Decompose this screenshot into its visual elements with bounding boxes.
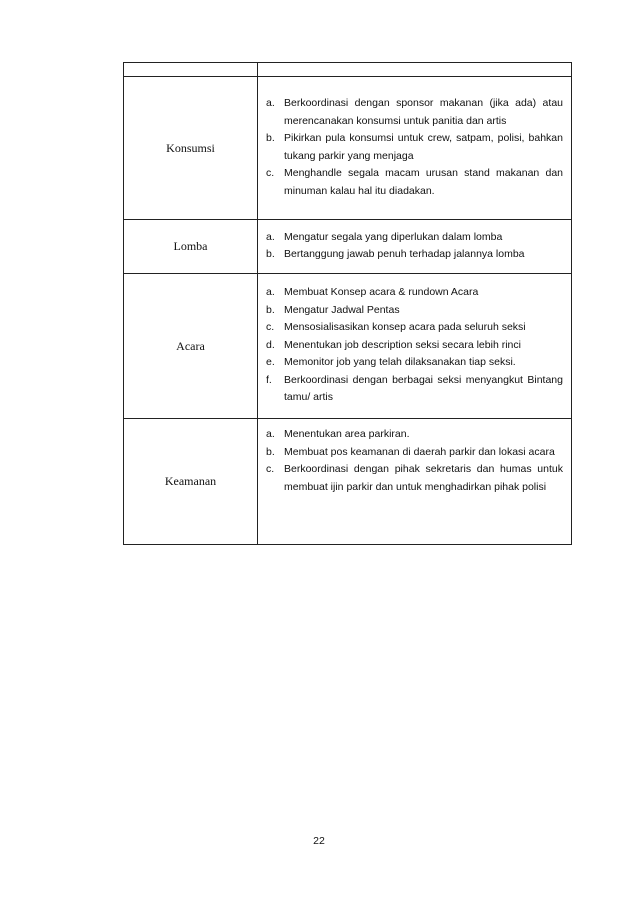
duty-text: Berkoordinasi dengan berbagai seksi menyangkut Bintang tamu/ artis bbox=[284, 373, 563, 404]
duty-text: Menentukan area parkiran. bbox=[284, 428, 410, 440]
duty-text: Mensosialisasikan konsep acara pada seluruh seksi bbox=[284, 321, 526, 334]
role-duties bbox=[258, 274, 572, 419]
table-row-acara bbox=[124, 274, 572, 419]
duty-item bbox=[266, 319, 563, 337]
duty-text: Bertanggung jawab penuh terhadap jalannya lomba bbox=[284, 248, 525, 260]
duty-item bbox=[266, 229, 563, 247]
duty-item bbox=[266, 354, 563, 372]
role-duties bbox=[258, 77, 572, 220]
duty-marker: a. bbox=[266, 428, 275, 440]
duty-list bbox=[266, 95, 563, 200]
header-cell-left bbox=[124, 63, 258, 77]
duty-item bbox=[266, 426, 563, 444]
table-row-konsumsi bbox=[124, 77, 572, 220]
role-duties bbox=[258, 419, 572, 545]
role-duties bbox=[258, 220, 572, 274]
duty-list bbox=[266, 426, 563, 496]
role-label: Lomba bbox=[124, 220, 258, 274]
duty-marker: c. bbox=[266, 321, 275, 334]
duty-text: Berkoordinasi dengan pihak sekretaris dan humas untuk membuat ijin parkir dan untuk menghadirkan pihak polisi bbox=[284, 463, 563, 493]
duty-text: Pikirkan pula konsumsi untuk crew, satpam, polisi, bahkan tukang parkir yang menjaga bbox=[284, 132, 563, 162]
duty-text: Menentukan job description seksi secara lebih rinci bbox=[284, 338, 521, 351]
duty-marker: b. bbox=[266, 248, 275, 260]
duty-marker: b. bbox=[266, 303, 275, 316]
table-row-keamanan bbox=[124, 419, 572, 545]
duty-marker: a. bbox=[266, 286, 275, 299]
duty-list bbox=[266, 229, 563, 264]
duty-item bbox=[266, 165, 563, 200]
duty-marker: c. bbox=[266, 167, 275, 179]
header-cell-right bbox=[258, 63, 572, 77]
duty-marker: b. bbox=[266, 132, 275, 144]
duty-item bbox=[266, 130, 563, 165]
duty-text: Berkoordinasi dengan sponsor makanan (jika ada) atau merencanakan konsumsi untuk panitia dan artis bbox=[284, 97, 563, 127]
table-row-lomba bbox=[124, 220, 572, 274]
duty-marker: e. bbox=[266, 356, 275, 369]
duty-text: Menghandle segala macam urusan stand makanan dan minuman kalau hal itu diadakan. bbox=[284, 167, 563, 197]
duty-item bbox=[266, 444, 563, 462]
duty-text: Membuat Konsep acara & rundown Acara bbox=[284, 286, 479, 299]
page-number: 22 bbox=[313, 835, 325, 847]
role-label: Konsumsi bbox=[124, 77, 258, 220]
role-label: Keamanan bbox=[124, 419, 258, 545]
duty-item bbox=[266, 337, 563, 355]
duty-text: Mengatur Jadwal Pentas bbox=[284, 303, 400, 316]
table-header-row bbox=[124, 63, 572, 77]
duty-item bbox=[266, 284, 563, 302]
duty-text: Membuat pos keamanan di daerah parkir dan lokasi acara bbox=[284, 445, 555, 458]
duty-item bbox=[266, 302, 563, 320]
responsibilities-table bbox=[123, 62, 572, 545]
duty-marker: c. bbox=[266, 463, 275, 475]
duty-marker: a. bbox=[266, 97, 275, 109]
duty-item bbox=[266, 246, 563, 264]
duty-item bbox=[266, 95, 563, 130]
duty-marker: a. bbox=[266, 230, 275, 243]
duty-text: Memonitor job yang telah dilaksanakan tiap seksi. bbox=[284, 356, 516, 369]
duty-marker: d. bbox=[266, 338, 275, 351]
duty-text: Mengatur segala yang diperlukan dalam lomba bbox=[284, 230, 503, 243]
duty-item bbox=[266, 372, 563, 407]
role-label: Acara bbox=[124, 274, 258, 419]
duty-list bbox=[266, 284, 563, 407]
duty-marker: f. bbox=[266, 373, 272, 386]
duty-marker: b. bbox=[266, 445, 275, 458]
duty-item bbox=[266, 461, 563, 496]
